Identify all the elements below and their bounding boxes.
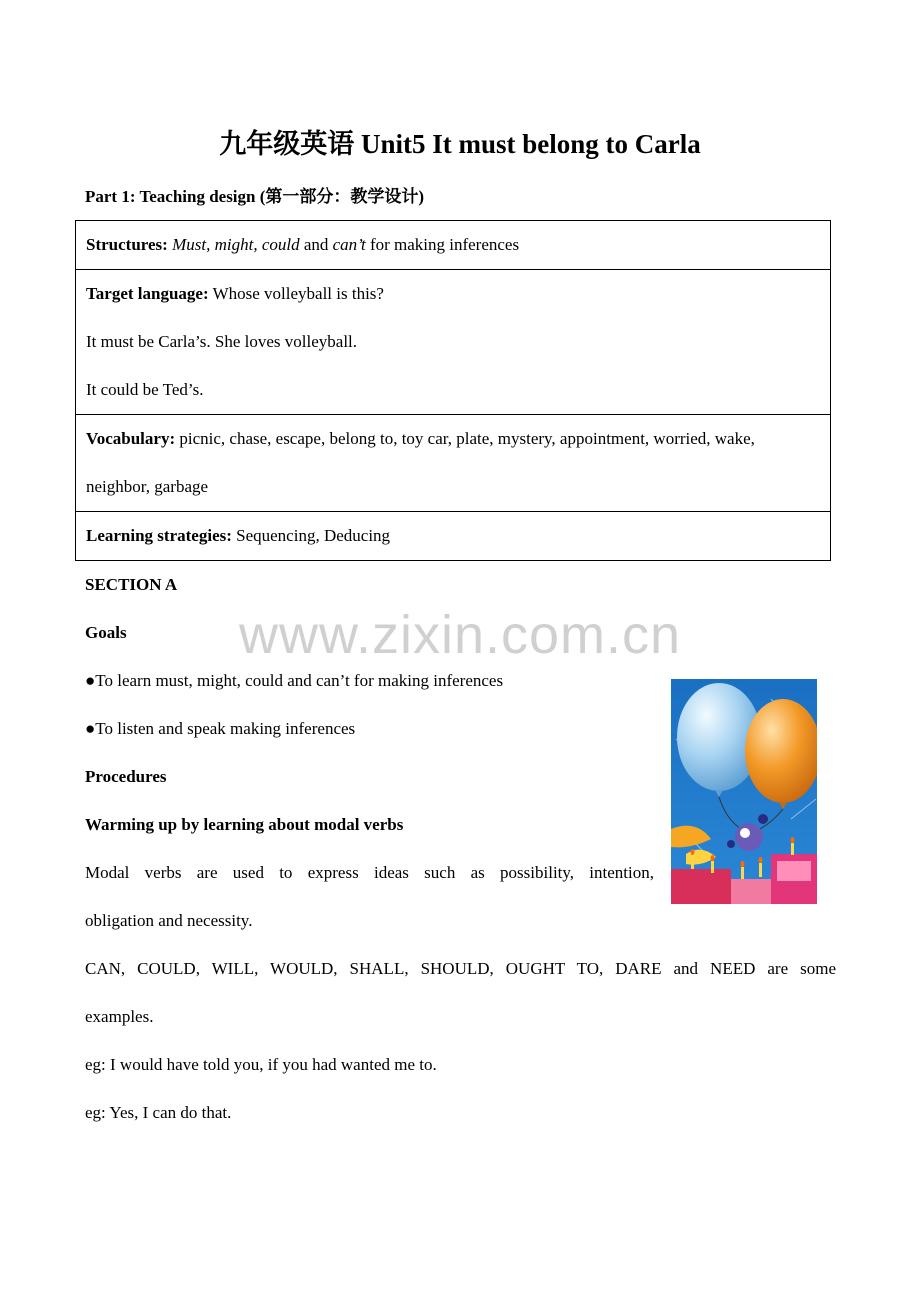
structures-and: and <box>303 235 329 254</box>
learning-strategies-label: Learning strategies: <box>86 526 232 545</box>
section-a-heading: SECTION A <box>85 575 178 594</box>
target-language-line-1 <box>86 270 820 318</box>
goal-text-1: To learn must, might, could and can’t for making inferences <box>95 671 504 690</box>
vocabulary-label: Vocabulary: <box>86 429 176 448</box>
structures-cant: can’t <box>332 235 366 254</box>
table-row-target-language <box>76 270 831 415</box>
learning-strategies-value: Sequencing, Deducing <box>236 526 391 545</box>
target-language-label: Target language: <box>86 284 209 303</box>
vocabulary-line-2: neighbor, garbage <box>86 477 209 496</box>
balloons-image <box>671 679 817 904</box>
warmup-heading: Warming up by learning about modal verbs <box>85 815 404 834</box>
target-language-line-2: It must be Carla’s. She loves volleyball. <box>86 332 358 351</box>
vocabulary-cell <box>76 415 831 512</box>
structures-rest: for making inferences <box>369 235 520 254</box>
vocabulary-text-1: picnic, chase, escape, belong to, toy car, plate, mystery, appointment, worried, wake, <box>179 429 755 448</box>
structures-modals: Must, might, could <box>172 235 300 254</box>
learning-strategies-line <box>86 512 820 560</box>
paragraph-2-line-2: examples. <box>85 1007 154 1026</box>
paragraph-2-line-1: CAN, COULD, WILL, WOULD, SHALL, SHOULD, OUGHT TO, DARE and NEED are some <box>85 959 836 978</box>
learning-strategies-cell <box>76 512 831 561</box>
goal-text-2: To listen and speak making inferences <box>95 719 356 738</box>
balloons-illustration <box>671 679 817 904</box>
bullet-icon: ● <box>85 671 96 690</box>
target-language-text-1: Whose volleyball is this? <box>212 284 384 303</box>
table-row-vocabulary <box>76 415 831 512</box>
example-2: eg: Yes, I can do that. <box>85 1103 232 1122</box>
target-language-line-3: It could be Ted’s. <box>86 380 204 399</box>
table-row-structures <box>76 221 831 270</box>
part-heading: Part 1: Teaching design (第一部分：教学设计) <box>85 187 425 206</box>
paragraph-1-line-1: Modal verbs are used to express ideas such as possibility, intention, <box>85 863 654 882</box>
goals-heading: Goals <box>85 623 127 642</box>
vocabulary-line-1 <box>86 415 820 463</box>
target-language-cell <box>76 270 831 415</box>
bullet-icon: ● <box>85 719 96 738</box>
goal-item-2 <box>85 716 355 742</box>
teaching-design-table <box>75 220 831 561</box>
watermark: www.zixin.com.cn <box>238 605 682 665</box>
structures-cell <box>76 221 831 270</box>
table-row-learning-strategies <box>76 512 831 561</box>
goal-item-1 <box>85 668 503 694</box>
page-title: 九年级英语 Unit5 It must belong to Carla <box>219 129 701 159</box>
structures-line <box>86 221 820 269</box>
structures-label: Structures: <box>86 235 168 254</box>
paragraph-1-line-2: obligation and necessity. <box>85 911 253 930</box>
procedures-heading: Procedures <box>85 767 167 786</box>
example-1: eg: I would have told you, if you had wanted me to. <box>85 1055 437 1074</box>
